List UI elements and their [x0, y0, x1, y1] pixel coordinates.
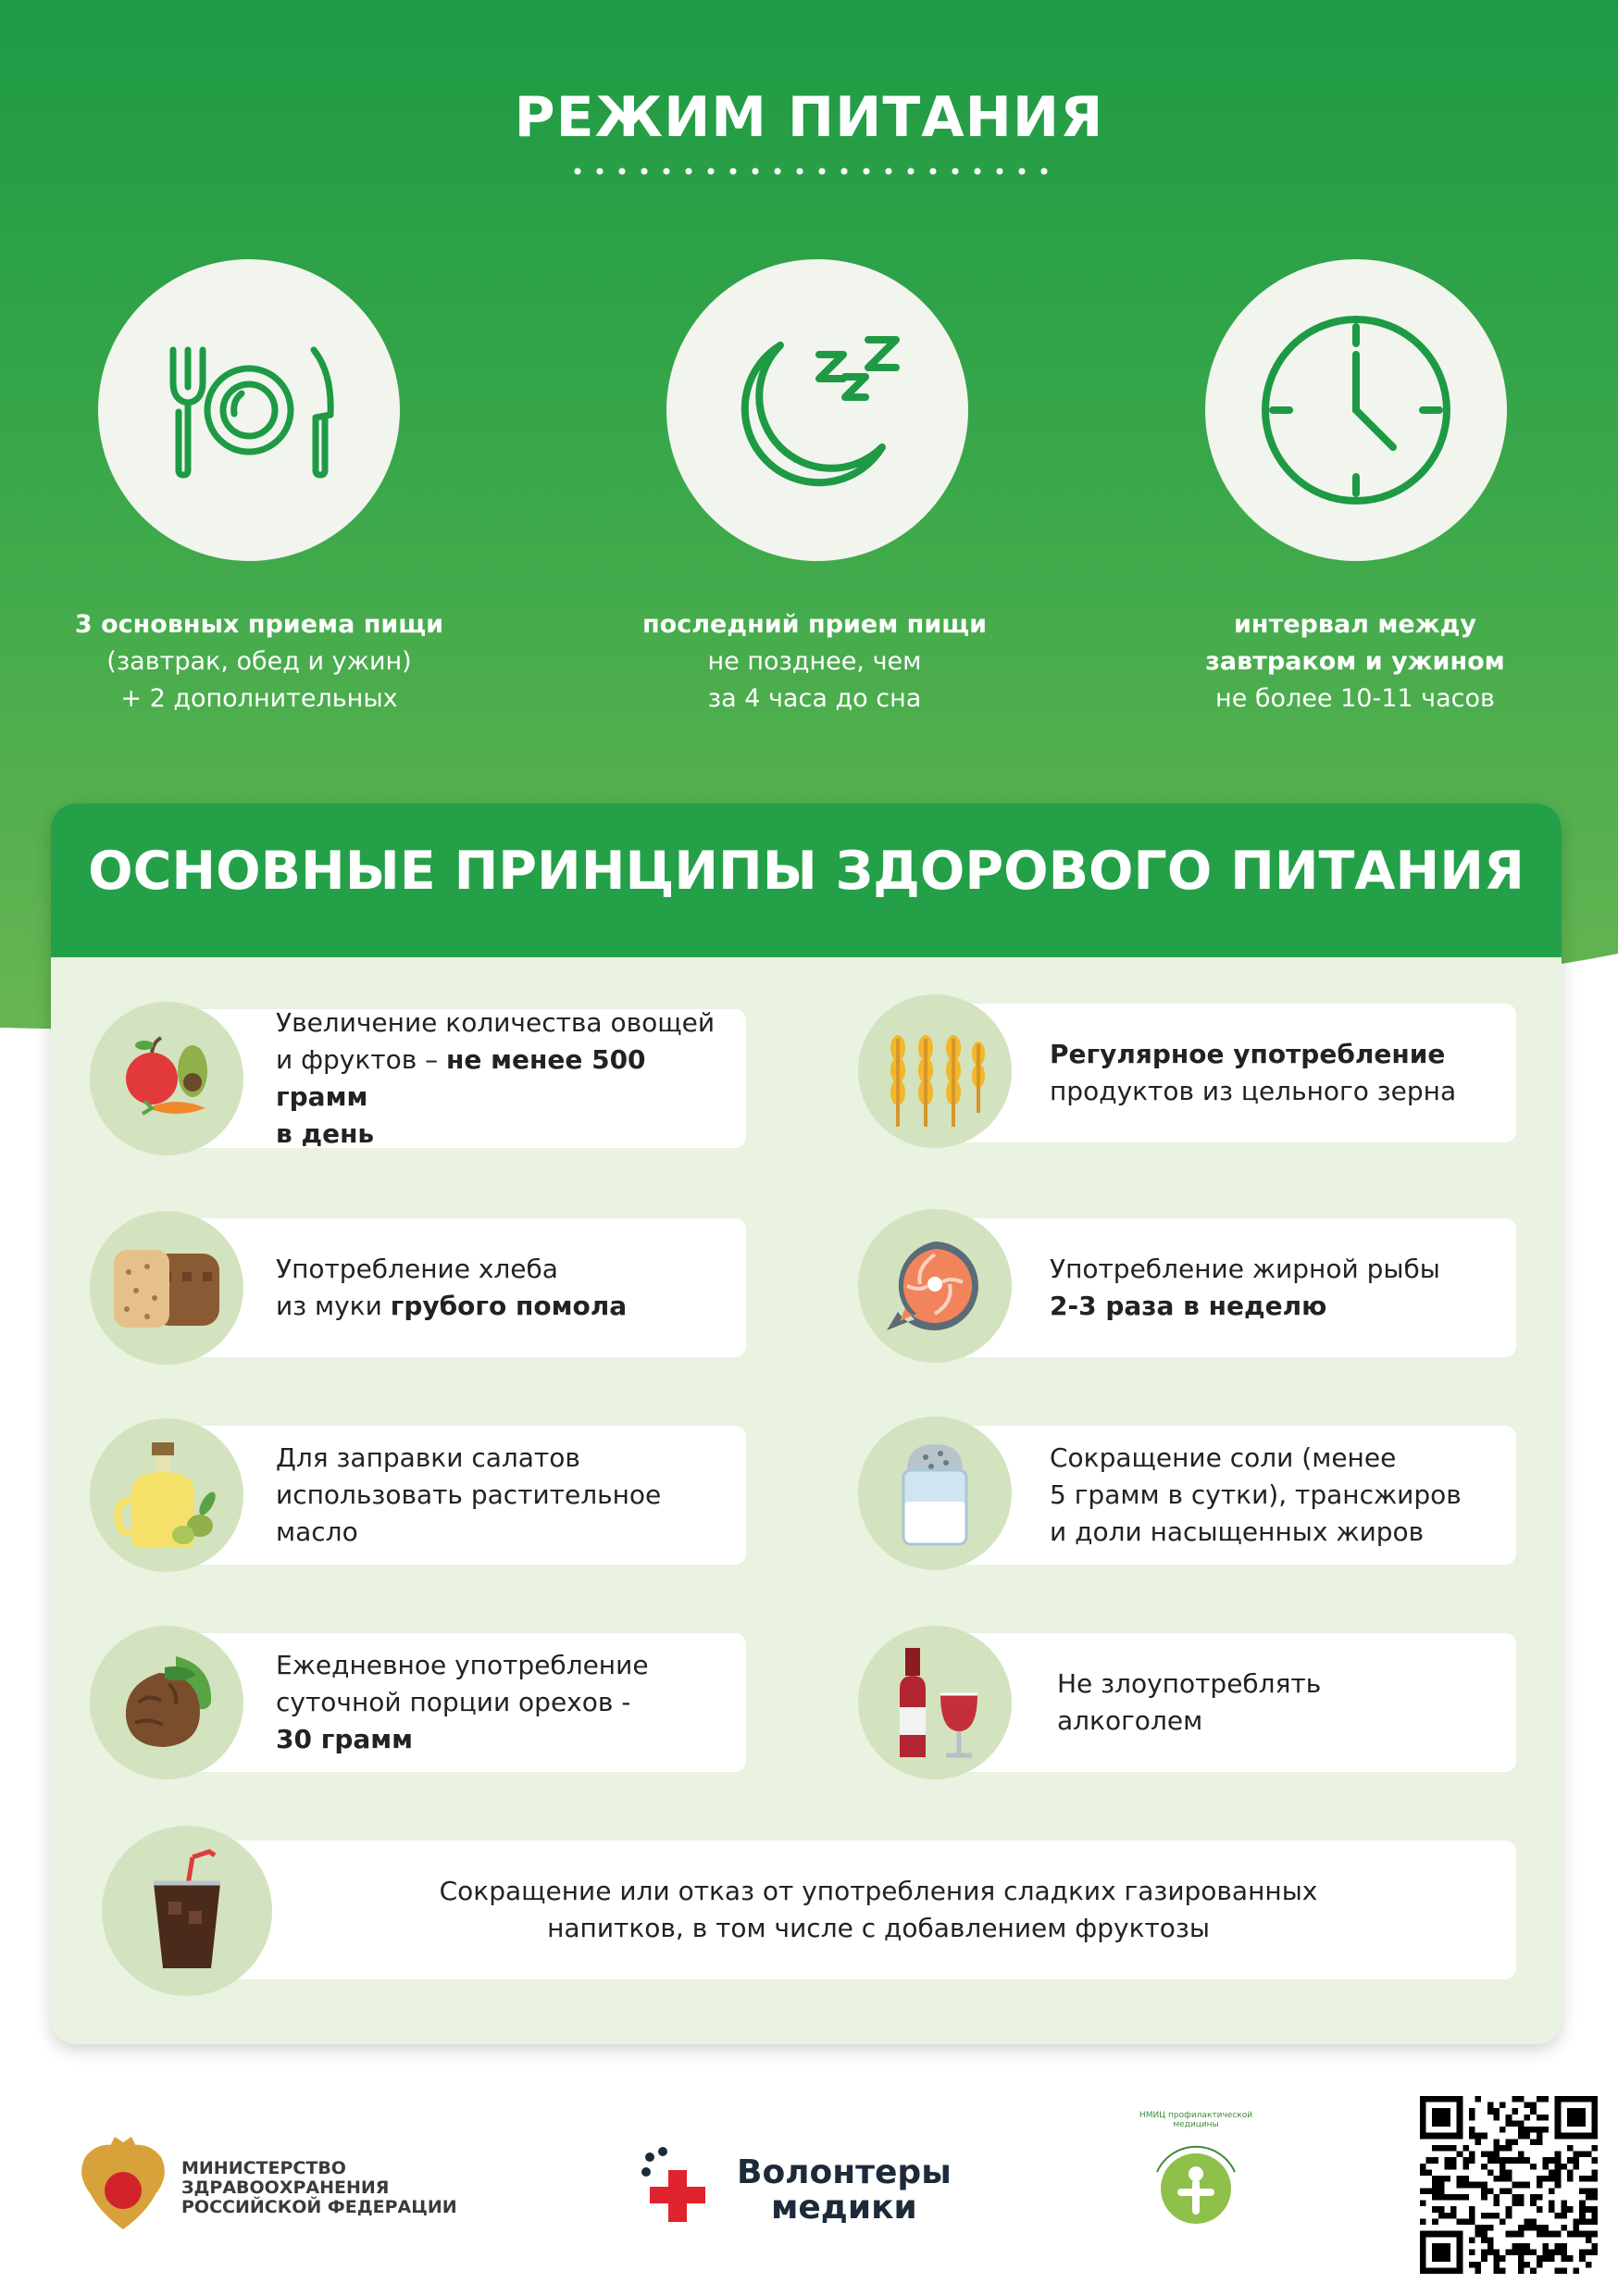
nut-icon [90, 1626, 243, 1779]
nmic-caption: НМИЦ профилактической медицины [1139, 2111, 1253, 2129]
principle-item-nuts: Ежедневное употребление суточной порции орехов - 30 грамм [185, 1633, 746, 1772]
salt-shaker-icon [858, 1416, 1012, 1570]
clock-icon [1205, 259, 1507, 561]
volunteers-medics-logo: Волонтеры медики [639, 2146, 953, 2239]
principle-item-alcohol: Не злоупотреблять алкоголем [955, 1633, 1516, 1772]
schedule-caption-1: 3 основных приема пищи (завтрак, обед и ужин) + 2 дополнительных [74, 610, 444, 713]
principle-item-salt: Сокращение соли (менее 5 грамм в сутки), трансжиров и доли насыщенных жиров [955, 1426, 1516, 1565]
red-cross-icon [639, 2146, 722, 2229]
coat-of-arms-icon [72, 2129, 174, 2240]
plate-cutlery-icon [98, 259, 400, 561]
qr-code[interactable] [1420, 2096, 1598, 2274]
bread-icon [90, 1211, 243, 1365]
principle-item-oil: Для заправки салатов использовать растительное масло [185, 1426, 746, 1565]
olive-oil-icon [90, 1418, 243, 1572]
principles-title: ОСНОВНЫЕ ПРИНЦИПЫ ЗДОРОВОГО ПИТАНИЯ [88, 841, 1525, 902]
nmic-logo [1131, 2111, 1261, 2250]
principle-item-vegetables: Увеличение количества овощей и фруктов – не менее 500 грамм в день [185, 1009, 746, 1148]
ministry-logo: МИНИСТЕРСТВО ЗДРАВООХРАНЕНИЯ РОССИЙСКОЙ ФЕДЕРАЦИИ [72, 2129, 470, 2240]
fish-steak-icon [858, 1209, 1012, 1363]
principle-item-bread: Употребление хлеба из муки грубого помола [185, 1218, 746, 1357]
schedule-caption-2: последний прием пищи не позднее, чем за 4 часа до сна [641, 610, 987, 713]
title-dots-divider [566, 168, 1053, 175]
principle-item-soda: Сокращение или отказ от употребления сладких газированных напитков, в том числе с добавлением фруктозы [185, 1841, 1516, 1979]
wheat-icon [858, 994, 1012, 1148]
wine-icon [858, 1626, 1012, 1779]
principle-item-whole-grain: Регулярное употребление продуктов из цельного зерна [955, 1004, 1516, 1142]
fruits-vegetables-icon [90, 1002, 243, 1155]
page-title: РЕЖИМ ПИТАНИЯ [514, 85, 1104, 150]
soda-icon [102, 1826, 272, 1996]
moon-sleep-icon [666, 259, 968, 561]
principle-item-fish: Употребление жирной рыбы 2-3 раза в неделю [955, 1218, 1516, 1357]
schedule-caption-3: интервал между завтраком и ужином не более 10-11 часов [1205, 610, 1505, 713]
